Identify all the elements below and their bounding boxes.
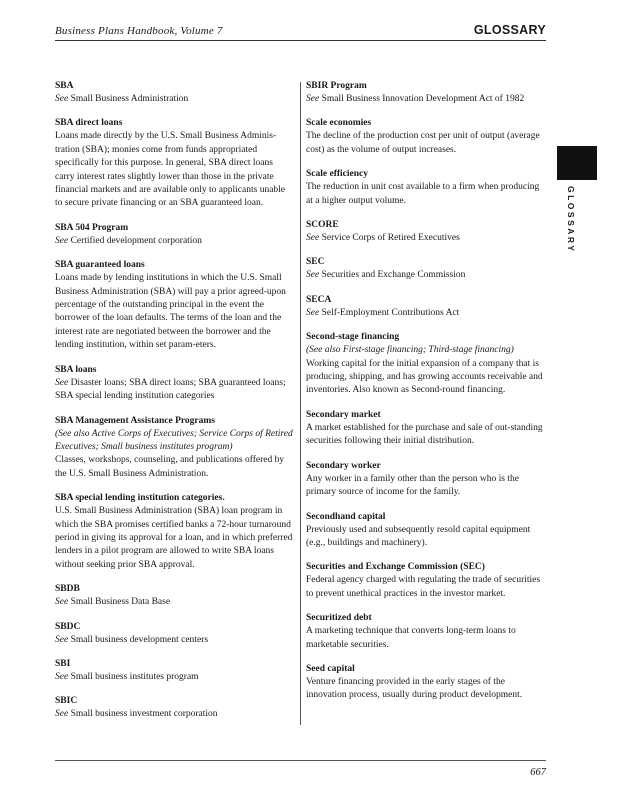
see-label: See <box>55 597 69 608</box>
glossary-term: SBA Management Assistance Programs <box>55 415 215 426</box>
see-label: See <box>55 235 69 246</box>
glossary-entry <box>306 168 546 208</box>
see-target: Securities and Exchange Commission <box>321 270 466 281</box>
see-target: Self-Employment Contributions Act <box>321 307 460 318</box>
glossary-entry <box>55 222 293 248</box>
glossary-entry <box>55 658 293 684</box>
glossary-term: SBDB <box>55 584 80 595</box>
glossary-entry <box>55 415 293 482</box>
glossary-definition: A market established for the purchase and sale of out-standing securities following their initial distribution. <box>306 422 543 447</box>
see-label: See <box>306 233 320 244</box>
glossary-entry <box>55 621 293 647</box>
section-tab-label: GLOSSARY <box>566 186 576 254</box>
glossary-entry <box>55 583 293 609</box>
see-reference <box>55 596 293 609</box>
see-target: Disaster loans; SBA direct loans; SBA guaranteed loans; SBA special lending institution categories <box>55 377 286 402</box>
glossary-definition: Classes, workshops, counseling, and publications offered by the U.S. Small Business Administration. <box>55 455 285 479</box>
glossary-column-right <box>306 80 546 714</box>
see-label: See <box>55 634 69 645</box>
see-reference <box>306 307 546 320</box>
see-label: See <box>55 377 69 388</box>
running-header-book-title: Business Plans Handbook, Volume 7 <box>55 25 223 37</box>
glossary-definition: Any worker in a family other than the person who is the primary source of income for the family. <box>306 473 519 498</box>
see-reference <box>55 671 293 684</box>
see-target: Certified development corporation <box>70 235 202 246</box>
glossary-entry <box>306 612 546 652</box>
glossary-entry <box>55 117 293 210</box>
see-reference <box>55 708 293 721</box>
glossary-term: Secondary market <box>306 409 381 420</box>
glossary-term: Second-stage financing <box>306 332 400 343</box>
see-reference <box>55 235 293 248</box>
glossary-term: Securities and Exchange Commission (SEC) <box>306 562 485 573</box>
glossary-term: SECA <box>306 294 332 305</box>
glossary-term: SBIC <box>55 696 78 707</box>
glossary-entry <box>55 259 293 352</box>
glossary-entry <box>55 80 293 106</box>
see-label: See <box>306 270 320 281</box>
glossary-term: SBA <box>55 81 74 91</box>
see-label: See <box>306 94 320 104</box>
see-reference <box>55 634 293 647</box>
glossary-definition: Venture financing provided in the early stages of the innovation process, usually during product development. <box>306 676 523 701</box>
glossary-definition: The decline of the production cost per unit of output (average cost) as the volume of output increases. <box>306 131 540 155</box>
glossary-term: SBDC <box>55 621 81 632</box>
glossary-definition: Working capital for the initial expansion of a company that is producing, shipping, and has growing accounts receivable and inventories. Also known as Second-round financing. <box>306 358 543 396</box>
glossary-definition: Previously used and subsequently resold capital equipment (e.g., buildings and machinery). <box>306 524 531 548</box>
see-also-reference: (See also First-stage financing; Third-stage financing) <box>306 345 514 356</box>
glossary-definition: A marketing technique that converts long-term loans to marketable securities. <box>306 626 516 650</box>
see-reference <box>306 232 546 245</box>
header-rule <box>55 40 546 41</box>
glossary-term: SCORE <box>306 220 339 231</box>
page-number: 667 <box>530 767 546 778</box>
glossary-term: Scale efficiency <box>306 169 368 180</box>
glossary-term: SEC <box>306 257 325 268</box>
glossary-entry <box>55 364 293 404</box>
glossary-term: Scale economies <box>306 118 372 129</box>
running-header-section: GLOSSARY <box>473 23 546 37</box>
see-reference <box>306 269 546 282</box>
glossary-definition: U.S. Small Business Administration (SBA) loan program in which the SBA promises certified banks a 72-hour turnaround period in giving its approval for a loan, and in which preferred lenders in a pilot program are allowed to write SBA loans without seeking prior SBA approval. <box>55 506 293 570</box>
see-target: Service Corps of Retired Executives <box>321 233 460 244</box>
glossary-entry <box>306 511 546 551</box>
see-reference <box>55 377 293 404</box>
glossary-entry <box>306 294 546 320</box>
footer-rule <box>55 760 546 761</box>
glossary-entry <box>55 492 293 572</box>
see-target: Small Business Innovation Development Act of 1982 <box>321 94 525 104</box>
see-label: See <box>55 709 69 720</box>
see-target: Small Business Data Base <box>70 597 171 608</box>
glossary-entry <box>306 460 546 500</box>
see-label: See <box>55 94 69 104</box>
glossary-entry <box>306 117 546 157</box>
glossary-term: Securitized debt <box>306 613 372 624</box>
glossary-entry <box>306 256 546 282</box>
section-thumb-tab <box>557 146 597 180</box>
see-also-reference: (See also Active Corps of Executives; Service Corps of Retired Executives; Small business institutes program) <box>55 428 293 452</box>
glossary-term: Seed capital <box>306 663 355 674</box>
see-target: Small business investment corporation <box>70 709 218 720</box>
glossary-term: SBA special lending institution categories. <box>55 493 225 504</box>
glossary-term: Secondary worker <box>306 460 381 471</box>
see-label: See <box>306 307 320 318</box>
glossary-entry <box>55 695 293 721</box>
see-target: Small Business Administration <box>70 94 189 104</box>
glossary-column-left <box>55 80 293 733</box>
see-reference <box>306 93 546 106</box>
glossary-definition: The reduction in unit cost available to a firm when producing at a higher output volume. <box>306 182 540 206</box>
glossary-term: SBIR Program <box>306 81 367 91</box>
glossary-term: SBI <box>55 658 71 669</box>
see-target: Small business development centers <box>70 634 209 645</box>
see-target: Small business institutes program <box>70 671 199 682</box>
glossary-entry <box>306 663 546 703</box>
glossary-definition: Federal agency charged with regulating the trade of securities to prevent unethical practices in the investor market. <box>306 575 541 599</box>
glossary-entry <box>306 331 546 398</box>
glossary-term: SBA direct loans <box>55 118 123 129</box>
see-label: See <box>55 671 69 682</box>
glossary-term: SBA guaranteed loans <box>55 260 145 271</box>
glossary-entry <box>306 219 546 245</box>
glossary-term: Secondhand capital <box>306 511 386 522</box>
glossary-term: SBA 504 Program <box>55 222 129 233</box>
see-reference <box>55 93 293 106</box>
glossary-entry <box>306 409 546 449</box>
glossary-definition: Loans made by lending institutions in which the U.S. Small Business Administration (SBA) will pay a prior agreed-upon percentage of the outstanding principal in the event the borrower of the loan defaults. The terms of the loan and the interest rate are negotiated between the borrower and the lending institution, within set param-eters. <box>55 273 286 351</box>
glossary-term: SBA loans <box>55 364 97 375</box>
glossary-entry <box>306 561 546 601</box>
glossary-entry <box>306 80 546 106</box>
glossary-definition: Loans made directly by the U.S. Small Business Adminis-tration (SBA); monies come from funds appropriated specifically for this purpose. In general, SBA direct loans carry interest rates slightly lower than those in the private financial markets and are available only to applicants unable to secure private financing or an SBA guaranteed loan. <box>55 131 286 209</box>
column-divider <box>300 82 301 725</box>
